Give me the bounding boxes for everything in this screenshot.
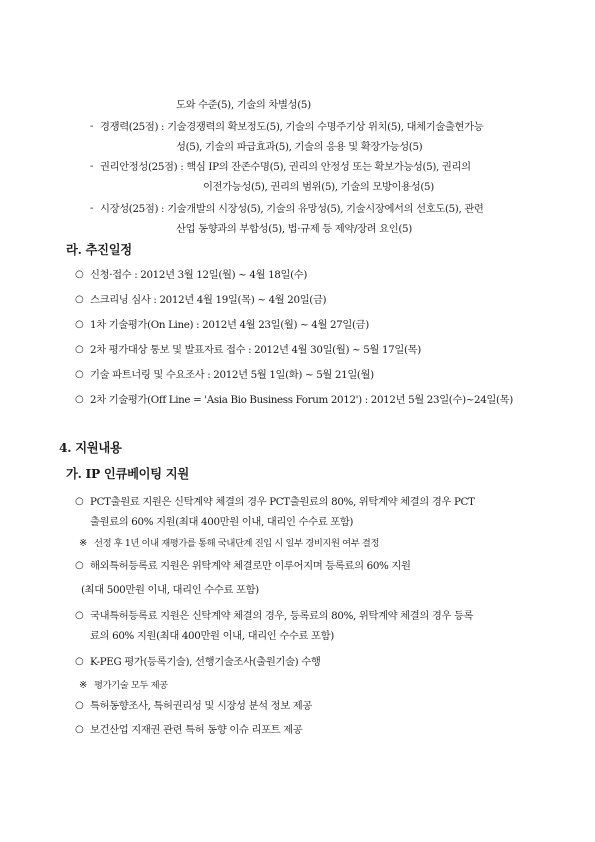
issue-report-item: 보건산업 지재권 관련 특허 동향 이슈 리포트 제공 (90, 724, 303, 736)
schedule-bullet: ○ (75, 394, 84, 405)
pct-support-line-1: PCT출원료 지원은 신탁계약 체결의 경우 PCT출원료의 80%, 위탁계약 체결의 경우 PCT (90, 496, 475, 508)
support-bullet: ○ (75, 496, 84, 507)
pct-support-note: 선정 후 1년 이내 재평가를 통해 국내단계 진입 시 일부 경비지원 여부 결정 (94, 538, 380, 549)
marketability-line-2: 산업 동향과의 부합성(5), 법·규제 등 제약/장려 요인(5) (176, 223, 412, 235)
support-bullet: ○ (75, 724, 84, 735)
note-mark: ※ (79, 538, 87, 549)
schedule-item-partnering: 기술 파트너링 및 수요조사 : 2012년 5월 1일(화) ~ 5월 21일(월) (90, 369, 374, 381)
schedule-item-first-eval: 1차 기술평가(On Line) : 2012년 4월 23일(월) ~ 4월 27일(금) (90, 319, 369, 331)
competitiveness-line-2: 성(5), 기술의 파급효과(5), 기술의 응용 및 확장가능성(5) (176, 141, 423, 153)
rights-stability-line-1: 권리안정성(25점) : 핵심 IP의 잔존수명(5), 권리의 안정성 또는 확보가능성(5), 권리의 (100, 161, 471, 173)
foreign-fee-line-2: (최대 500만원 이내, 대리인 수수료 포함) (81, 584, 259, 596)
ip-incubating-heading: 가. IP 인큐베이팅 지원 (66, 466, 189, 481)
domestic-fee-line-2: 료의 60% 지원(최대 400만원 이내, 대리인 수수료 포함) (90, 630, 334, 642)
pct-support-line-2: 출원료의 60% 지원(최대 400만원 이내, 대리인 수수료 포함) (90, 516, 354, 528)
support-bullet: ○ (75, 610, 84, 621)
tech-criteria-continuation: 도와 수준(5), 기술의 차별성(5) (176, 99, 311, 111)
schedule-bullet: ○ (75, 369, 84, 380)
schedule-item-application: 신청·접수 : 2012년 3월 12일(월) ~ 4월 18일(수) (90, 269, 308, 281)
support-bullet: ○ (75, 656, 84, 667)
patent-trend-item: 특허동향조사, 특허권리성 및 시장성 분석 정보 제공 (90, 700, 312, 712)
kpeg-note: 평가기술 모두 제공 (94, 680, 168, 691)
schedule-bullet: ○ (75, 294, 84, 305)
rights-bullet: - (90, 161, 94, 172)
support-bullet: ○ (75, 560, 84, 571)
note-mark: ※ (79, 680, 87, 691)
schedule-item-screening: 스크리닝 심사 : 2012년 4월 19일(목) ~ 4월 20일(금) (90, 294, 327, 306)
rights-stability-line-2: 이전가능성(5), 권리의 범위(5), 기술의 모방이용성(5) (203, 181, 434, 193)
schedule-bullet: ○ (75, 344, 84, 355)
schedule-item-second-eval: 2차 기술평가(Off Line = 'Asia Bio Business Forum 2012') : 2012년 5월 23일(수)~24일(목) (90, 394, 513, 406)
schedule-heading: 라. 추진일정 (66, 242, 132, 257)
support-heading: 4. 지원내용 (59, 440, 122, 455)
schedule-item-second-notice: 2차 평가대상 통보 및 발표자료 접수 : 2012년 4월 30일(월) ~ 5월 17일(목) (90, 344, 421, 356)
domestic-fee-line-1: 국내특허등록료 지원은 신탁계약 체결의 경우, 등록료의 80%, 위탁계약 체결의 경우 등록 (90, 610, 474, 622)
schedule-bullet: ○ (75, 269, 84, 280)
schedule-bullet: ○ (75, 319, 84, 330)
support-bullet: ○ (75, 700, 84, 711)
competitiveness-bullet: - (90, 121, 94, 132)
competitiveness-line-1: 경쟁력(25점) : 기술경쟁력의 확보정도(5), 기술의 수명주기상 위치(5), 대체기술출현가능 (100, 121, 484, 133)
market-bullet: - (90, 203, 94, 214)
kpeg-item: K-PEG 평가(등록기술), 선행기술조사(출원기술) 수행 (90, 656, 321, 668)
marketability-line-1: 시장성(25점) : 기술개발의 시장성(5), 기술의 유망성(5), 기술시장에서의 선호도(5), 관련 (100, 203, 484, 215)
foreign-fee-line-1: 해외특허등록료 지원은 위탁계약 체결로만 이루어지며 등록료의 60% 지원 (90, 560, 411, 572)
